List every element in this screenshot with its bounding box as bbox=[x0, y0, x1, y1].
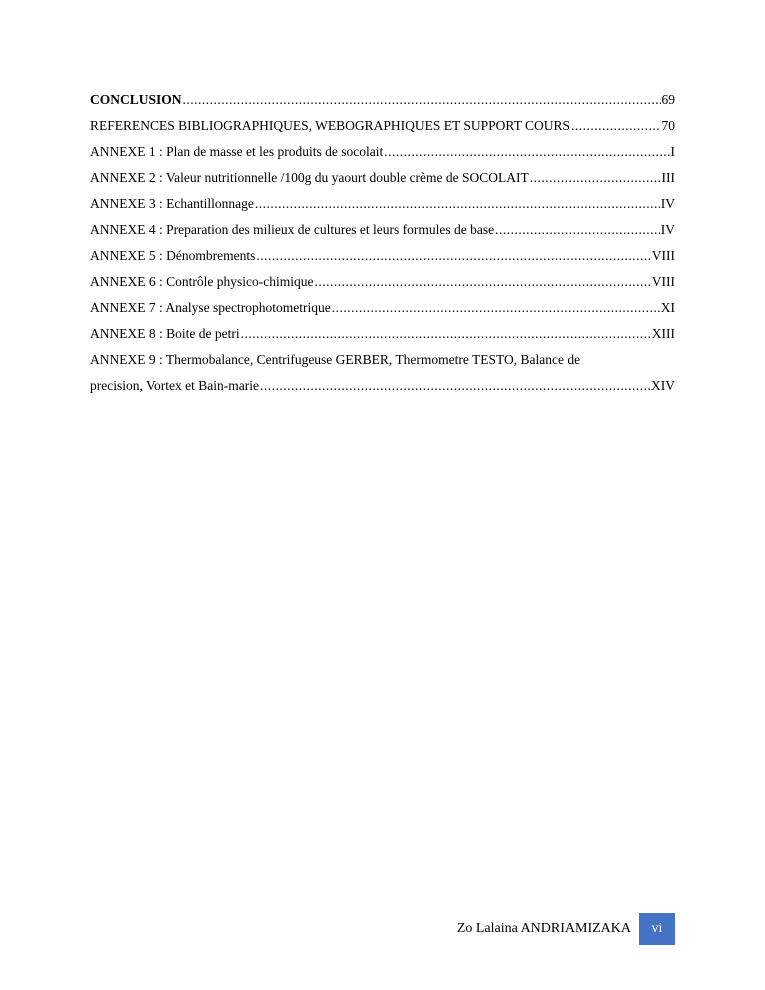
table-of-contents bbox=[90, 87, 675, 399]
toc-entry-annexe-4[interactable] bbox=[90, 217, 675, 243]
toc-entry-page: IV bbox=[660, 222, 675, 237]
toc-entry-annexe-7[interactable] bbox=[90, 295, 675, 321]
dot-leader bbox=[571, 113, 660, 139]
dot-leader bbox=[314, 269, 650, 295]
page-footer bbox=[457, 913, 675, 945]
toc-entry-page: XIV bbox=[651, 378, 675, 393]
toc-entry-label: CONCLUSION bbox=[90, 92, 182, 107]
author-name: Zo Lalaina ANDRIAMIZAKA bbox=[456, 921, 631, 936]
page-number-badge: vi bbox=[639, 913, 675, 945]
dot-leader bbox=[256, 243, 650, 269]
toc-entry-annexe-1[interactable] bbox=[90, 139, 675, 165]
toc-entry-page: VIII bbox=[651, 274, 675, 289]
dot-leader bbox=[530, 165, 661, 191]
toc-entry-page: VIII bbox=[651, 248, 675, 263]
toc-entry-annexe-2[interactable] bbox=[90, 165, 675, 191]
dot-leader bbox=[183, 87, 661, 113]
toc-entry-label: ANNEXE 8 : Boite de petri bbox=[90, 326, 240, 341]
toc-entry-annexe-6[interactable] bbox=[90, 269, 675, 295]
toc-entry-annexe-3[interactable] bbox=[90, 191, 675, 217]
toc-entry-references[interactable] bbox=[90, 113, 675, 139]
toc-entry-annexe-9[interactable] bbox=[90, 347, 675, 399]
dot-leader bbox=[495, 217, 660, 243]
toc-entry-page: III bbox=[661, 170, 675, 185]
toc-entry-label-line-1: ANNEXE 9 : Thermobalance, Centrifugeuse GERBER, Thermometre TESTO, Balance de bbox=[90, 352, 581, 367]
toc-entry-label: ANNEXE 7 : Analyse spectrophotometrique bbox=[90, 300, 331, 315]
toc-entry-label: ANNEXE 6 : Contrôle physico-chimique bbox=[90, 274, 314, 289]
toc-entry-page: XIII bbox=[651, 326, 675, 341]
toc-entry-label: ANNEXE 4 : Preparation des milieux de cultures et leurs formules de base bbox=[90, 222, 495, 237]
toc-entry-annexe-5[interactable] bbox=[90, 243, 675, 269]
toc-entry-label: REFERENCES BIBLIOGRAPHIQUES, WEBOGRAPHIQUES ET SUPPORT COURS bbox=[90, 118, 571, 133]
toc-entry-label: ANNEXE 5 : Dénombrements bbox=[90, 248, 256, 263]
toc-entry-label: ANNEXE 3 : Echantillonnage bbox=[90, 196, 254, 211]
toc-entry-conclusion[interactable] bbox=[90, 87, 675, 113]
toc-entry-label: ANNEXE 2 : Valeur nutritionnelle /100g du yaourt double crème de SOCOLAIT bbox=[90, 170, 529, 185]
toc-entry-page: 70 bbox=[661, 118, 675, 133]
toc-entry-page: 69 bbox=[661, 92, 675, 107]
dot-leader bbox=[332, 295, 660, 321]
toc-entry-page: IV bbox=[660, 196, 675, 211]
dot-leader bbox=[241, 321, 651, 347]
dot-leader bbox=[384, 139, 669, 165]
toc-entry-page: XI bbox=[660, 300, 675, 315]
toc-entry-page: I bbox=[670, 144, 675, 159]
toc-entry-label: ANNEXE 1 : Plan de masse et les produits de socolait bbox=[90, 144, 384, 159]
toc-entry-annexe-8[interactable] bbox=[90, 321, 675, 347]
dot-leader bbox=[260, 373, 650, 399]
dot-leader bbox=[255, 191, 660, 217]
toc-entry-label-line-2: precision, Vortex et Bain-marie bbox=[90, 378, 259, 393]
